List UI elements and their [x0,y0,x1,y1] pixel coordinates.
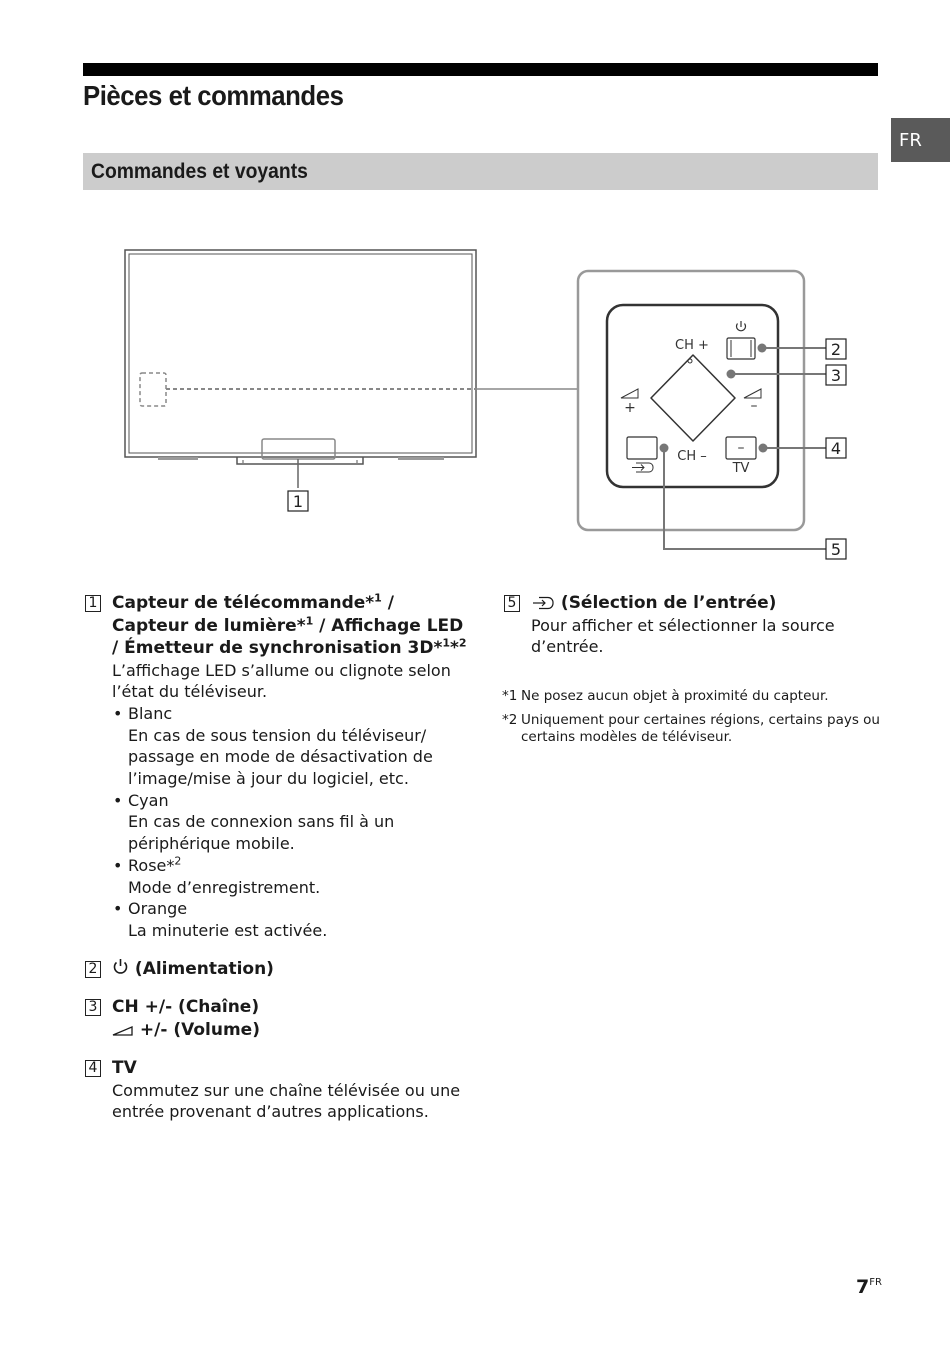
callout-4 [826,438,846,458]
callout-2 [826,339,846,359]
input-button [627,437,657,459]
tv-controls-diagram [0,230,950,570]
item-5-title: (Sélection de l’entrée) [531,592,884,615]
footnote: *2 Uniquement pour certaines régions, certains pays ou certains modèles de téléviseur. [502,712,880,745]
item-5 [504,592,884,658]
right-column [504,592,884,658]
volume-icon [621,389,638,398]
item-4-title: TV [112,1058,137,1079]
input-select-icon [531,596,555,610]
control-panel [578,271,804,530]
led-color-list [112,703,470,942]
svg-text:+: + [624,400,636,416]
ch-volume-rocker [651,355,735,441]
callout-3 [826,365,846,385]
volume-icon [112,1025,134,1037]
list-item: • Cyan En cas de connexion sans fil à un périphérique mobile. [112,790,470,855]
item-number: 5 [504,595,520,612]
item-2 [85,958,470,981]
section-heading [83,153,878,190]
callout-5 [826,539,846,559]
footnote: *1 Ne posez aucun objet à proximité du capteur. [502,688,829,704]
page-title: Pièces et commandes [83,80,344,111]
svg-text:3: 3 [830,366,842,385]
svg-text:TV: TV [732,461,750,476]
item-5-description: Pour afficher et sélectionner la source d’entrée. [531,615,835,657]
item-3-title: CH +/- (Chaîne) +/- (Volume) [112,997,260,1040]
item-1-description: L’affichage LED s’allume ou clignote selon l’état du téléviseur. [112,660,451,702]
item-1 [85,592,470,942]
svg-text:CH –: CH – [677,449,707,464]
language-tab: FR [891,118,950,162]
svg-text:–: – [737,440,745,456]
item-3 [85,996,470,1041]
item-2-title: (Alimentation) [112,958,470,981]
power-icon [737,321,746,331]
list-item: • Blanc En cas de sous tension du téléviseur/ passage en mode de désactivation de l’image/mise à jour du logiciel, etc. [112,703,470,790]
power-icon [112,958,129,976]
section-heading-text: Commandes et voyants [91,159,308,183]
item-number: 2 [85,961,101,978]
list-item: • Orange La minuterie est activée. [112,898,470,941]
svg-text:2: 2 [830,340,842,359]
svg-text:CH +: CH + [675,338,709,353]
svg-text:4: 4 [830,439,842,458]
item-1-title: Capteur de télécommande*$^1$ / Capteur de lumière*$^1$ / Affichage LED / Émetteur de synchronisation 3D*$^1$*$^2$ [112,591,467,658]
svg-text:5: 5 [830,540,842,559]
top-rule [83,63,878,76]
svg-text:–: – [750,398,758,414]
callout-1 [288,491,308,511]
tv-illustration [125,250,578,488]
list-item: • Rose*$^2$ Mode d’enregistrement. [112,855,470,898]
footnotes [502,688,882,753]
item-4 [85,1057,470,1123]
volume-icon [744,389,761,398]
left-column [85,592,470,1123]
input-select-icon [632,463,653,472]
item-number: 4 [85,1060,101,1077]
item-number: 3 [85,999,101,1016]
item-4-description: Commutez sur une chaîne télévisée ou une entrée provenant d’autres applications. [112,1080,461,1122]
svg-text:1: 1 [292,492,304,511]
item-number: 1 [85,595,101,612]
page-number: $7^{FR}$ [856,1276,882,1298]
